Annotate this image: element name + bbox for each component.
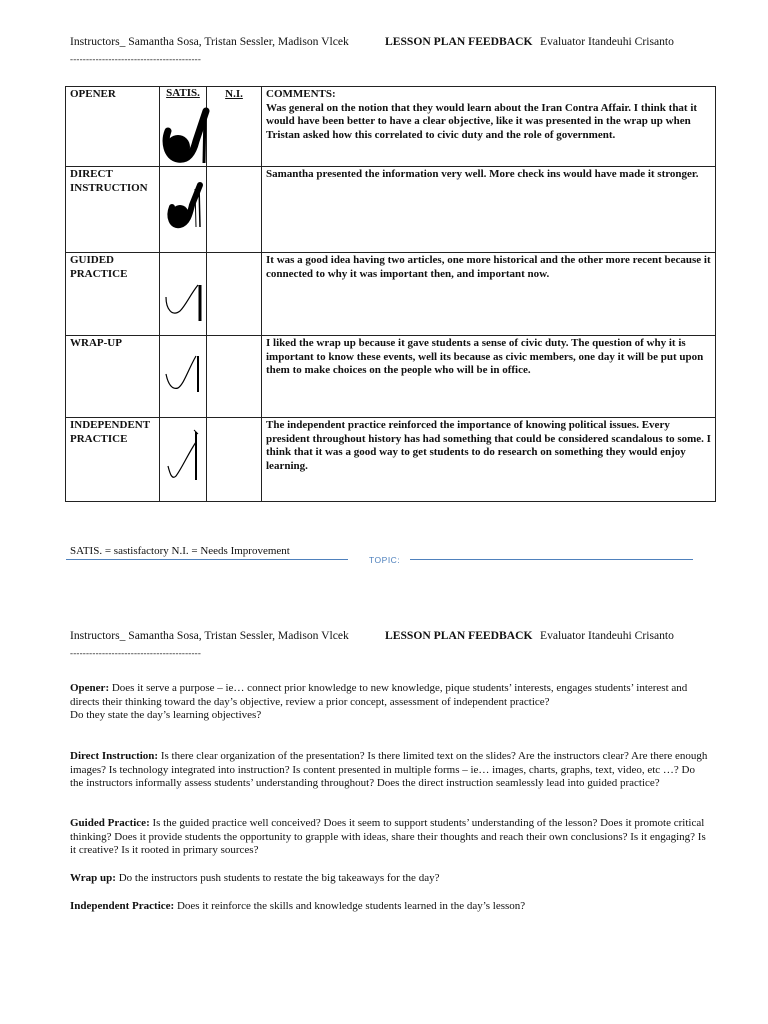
comment-cell [262, 253, 716, 336]
question-label: Wrap up: [70, 872, 116, 884]
table-row [66, 336, 716, 418]
ni-cell [207, 418, 262, 502]
question-guided-practice [70, 817, 710, 858]
header-dashes: ----------------------------------------- [70, 648, 202, 658]
question-text: Does it reinforce the skills and knowledge students learned in the day’s lesson? [174, 900, 526, 912]
satis-header: SATIS. [166, 87, 200, 99]
comment-cell [262, 336, 716, 418]
form-title: LESSON PLAN FEEDBACK [385, 35, 533, 48]
topic-label: TOPIC: [369, 555, 401, 565]
question-wrap-up [70, 872, 710, 886]
satis-cell [160, 418, 207, 502]
check-icon [160, 267, 212, 327]
comment-text: Was general on the notion that they would learn about the Iran Contra Affair. I think that it would have been better to have a clear objective, like it was presented in the wrap up when Tristan asked how this correlated to civic duty and the role of government. [266, 101, 698, 141]
comments-header: COMMENTS: [266, 88, 336, 100]
topic-line [410, 559, 693, 560]
ni-cell [207, 87, 262, 167]
comment-text: It was a good idea having two articles, one more historical and the other more recent because it connected to why it was important then, and important now. [266, 254, 711, 280]
section-label: OPENER [66, 87, 160, 167]
header-1 [70, 35, 674, 48]
legend-text: SATIS. = sastisfactory N.I. = Needs Improvement [70, 545, 290, 557]
satis-cell [160, 87, 207, 167]
instructors-text: Instructors_ Samantha Sosa, Tristan Sessler, Madison Vlcek [70, 629, 349, 642]
section-label: GUIDED PRACTICE [66, 253, 160, 336]
section-label: WRAP-UP [66, 336, 160, 418]
evaluator-text: Evaluator Itandeuhi Crisanto [540, 35, 674, 48]
question-text: Does it serve a purpose – ie… connect prior knowledge to new knowledge, pique students’ interests, engages students’ interest and directs their thinking toward the day’s objective, review a prior concept, assessment of independent practice? [70, 682, 688, 708]
table-row [66, 87, 716, 167]
check-icon [160, 422, 212, 488]
question-label: Opener: [70, 682, 110, 694]
section-label: DIRECT INSTRUCTION [66, 167, 160, 253]
ni-cell [207, 167, 262, 253]
comment-text: I liked the wrap up because it gave students a sense of civic duty. The question of why it is important to know these events, well its because as civic members, one day it will be put upon them to make choices on the people who will be in office. [266, 337, 704, 376]
question-direct-instruction [70, 750, 710, 791]
question-label: Independent Practice: [70, 900, 175, 912]
filled-check-icon [160, 101, 212, 167]
question-text: Do the instructors push students to restate the big takeaways for the day? [115, 872, 440, 884]
comment-text: Samantha presented the information very well. More check ins would have made it stronger. [266, 168, 699, 180]
question-extra: Do they state the day’s learning objectives? [70, 709, 262, 722]
header-2 [70, 629, 674, 642]
question-label: Guided Practice: [70, 817, 150, 829]
ni-header: N.I. [225, 88, 243, 100]
comment-cell [262, 167, 716, 253]
evaluator-text: Evaluator Itandeuhi Crisanto [540, 629, 674, 642]
question-text: Is the guided practice well conceived? Does it seem to support students’ understanding of the lesson? Does it promote critical thinking? Does it provide students the opportunity to grapple with ideas, share their thoughts and reach their own conclusions? Is it engaging? Is it creative? Is it rooted in primary sources? [70, 817, 706, 857]
ni-cell [207, 253, 262, 336]
question-label: Direct Instruction: [70, 750, 159, 762]
header-dashes: ----------------------------------------- [70, 54, 202, 64]
table-row [66, 253, 716, 336]
comment-cell [262, 87, 716, 167]
instructors-text: Instructors_ Samantha Sosa, Tristan Sessler, Madison Vlcek [70, 35, 349, 48]
question-opener [70, 682, 710, 723]
question-text: Is there clear organization of the presentation? Is there limited text on the slides? Are the instructors clear? Are there enough images? Is technology integrated into instruction? Is content presented in multiple forms – ie… images, charts, graphs, text, video, etc …? Do the instructors informally assess students’ understanding throughout? Does the direct instruction seamlessly lead into guided practice? [70, 750, 708, 790]
check-icon [160, 344, 212, 404]
satis-cell [160, 336, 207, 418]
comment-text: The independent practice reinforced the importance of knowing political issues. Every president throughout history has had something that could be considered scandalous to some. I think that it was a good way to get students to do research on something they would enjoy learning. [266, 419, 711, 472]
satis-cell [160, 167, 207, 253]
filled-check-icon [160, 177, 212, 237]
form-title: LESSON PLAN FEEDBACK [385, 629, 533, 642]
satis-cell [160, 253, 207, 336]
comment-cell [262, 418, 716, 502]
legend-divider [66, 559, 348, 560]
ni-cell [207, 336, 262, 418]
section-label: INDEPENDENT PRACTICE [66, 418, 160, 502]
question-independent-practice [70, 900, 710, 914]
table-row [66, 418, 716, 502]
feedback-table [65, 86, 716, 502]
table-row [66, 167, 716, 253]
